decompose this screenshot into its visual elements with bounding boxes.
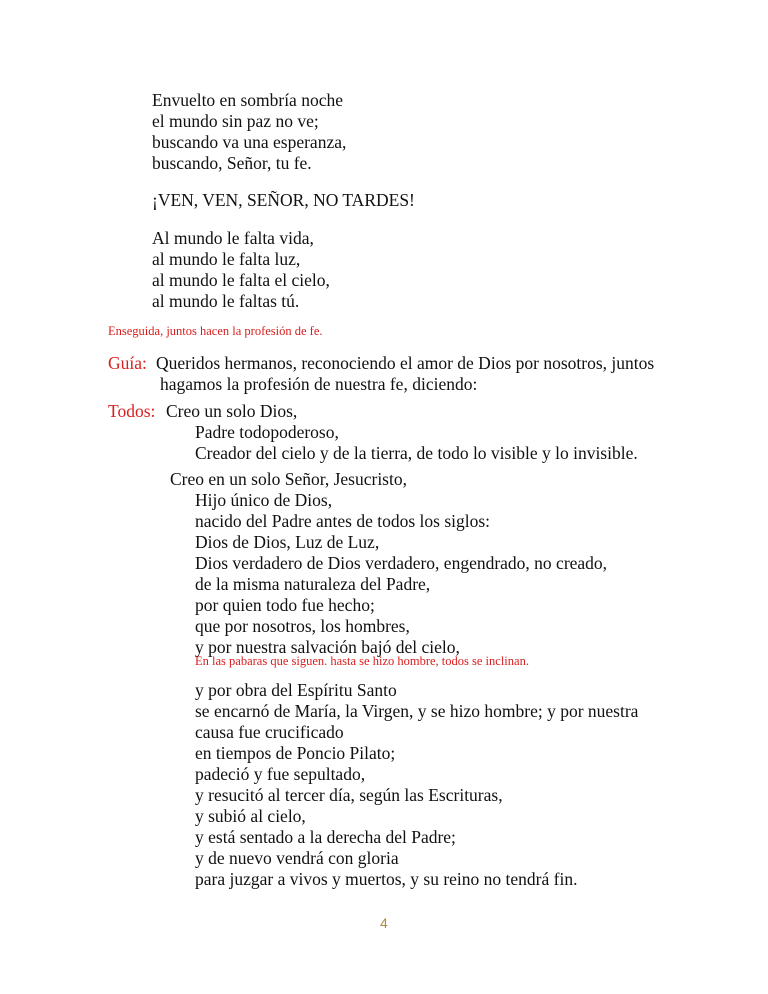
creed-line: Creo en un solo Señor, Jesucristo, — [170, 469, 407, 489]
hymn-line: Envuelto en sombría noche — [152, 90, 343, 110]
creed-line: y está sentado a la derecha del Padre; — [195, 827, 456, 847]
creed-line: y por obra del Espíritu Santo — [195, 680, 397, 700]
creed-line: Hijo único de Dios, — [195, 490, 333, 510]
creed-line: y resucitó al tercer día, según las Escrituras, — [195, 785, 503, 805]
creed-line: se encarnó de María, la Virgen, y se hizo hombre; y por nuestra — [195, 701, 639, 721]
hymn-line: al mundo le faltas tú. — [152, 291, 300, 311]
creed-line: padeció y fue sepultado, — [195, 764, 366, 784]
creed-line: Creo un solo Dios, — [166, 401, 298, 421]
creed-line: causa fue crucificado — [195, 722, 344, 742]
guia-text-line: hagamos la profesión de nuestra fe, diciendo: — [160, 374, 478, 394]
hymn-line: Al mundo le falta vida, — [152, 228, 314, 248]
rubric-instruction: Enseguida, juntos hacen la profesión de fe. — [108, 324, 323, 338]
guia-text-line: Queridos hermanos, reconociendo el amor de Dios por nosotros, juntos — [156, 353, 655, 373]
hymn-line: al mundo le falta el cielo, — [152, 270, 330, 290]
speaker-label-guia: Guía: — [108, 353, 147, 373]
hymn-line: buscando, Señor, tu fe. — [152, 153, 312, 173]
hymn-line: buscando va una esperanza, — [152, 132, 347, 152]
creed-line: Padre todopoderoso, — [195, 422, 339, 442]
hymn-line: al mundo le falta luz, — [152, 249, 301, 269]
creed-line: que por nosotros, los hombres, — [195, 616, 410, 636]
hymn-line: el mundo sin paz no ve; — [152, 111, 319, 131]
creed-line: Dios verdadero de Dios verdadero, engendrado, no creado, — [195, 553, 608, 573]
creed-line: por quien todo fue hecho; — [195, 595, 375, 615]
creed-line: nacido del Padre antes de todos los siglos: — [195, 511, 491, 531]
creed-line: para juzgar a vivos y muertos, y su reino no tendrá fin. — [195, 869, 578, 889]
creed-line: en tiempos de Poncio Pilato; — [195, 743, 396, 763]
speaker-label-todos: Todos: — [108, 401, 156, 421]
creed-line: y subió al cielo, — [195, 806, 306, 826]
creed-line: y de nuevo vendrá con gloria — [195, 848, 399, 868]
hymn-refrain: ¡VEN, VEN, SEÑOR, NO TARDES! — [152, 190, 415, 210]
creed-line: Dios de Dios, Luz de Luz, — [195, 532, 380, 552]
creed-line: de la misma naturaleza del Padre, — [195, 574, 431, 594]
page-number: 4 — [380, 915, 388, 931]
creed-line: Creador del cielo y de la tierra, de todo lo visible y lo invisible. — [195, 443, 638, 463]
creed-line: y por nuestra salvación bajó del cielo, — [195, 637, 460, 657]
rubric-instruction: En las pabaras que siguen. hasta se hizo hombre, todos se inclinan. — [195, 654, 529, 668]
